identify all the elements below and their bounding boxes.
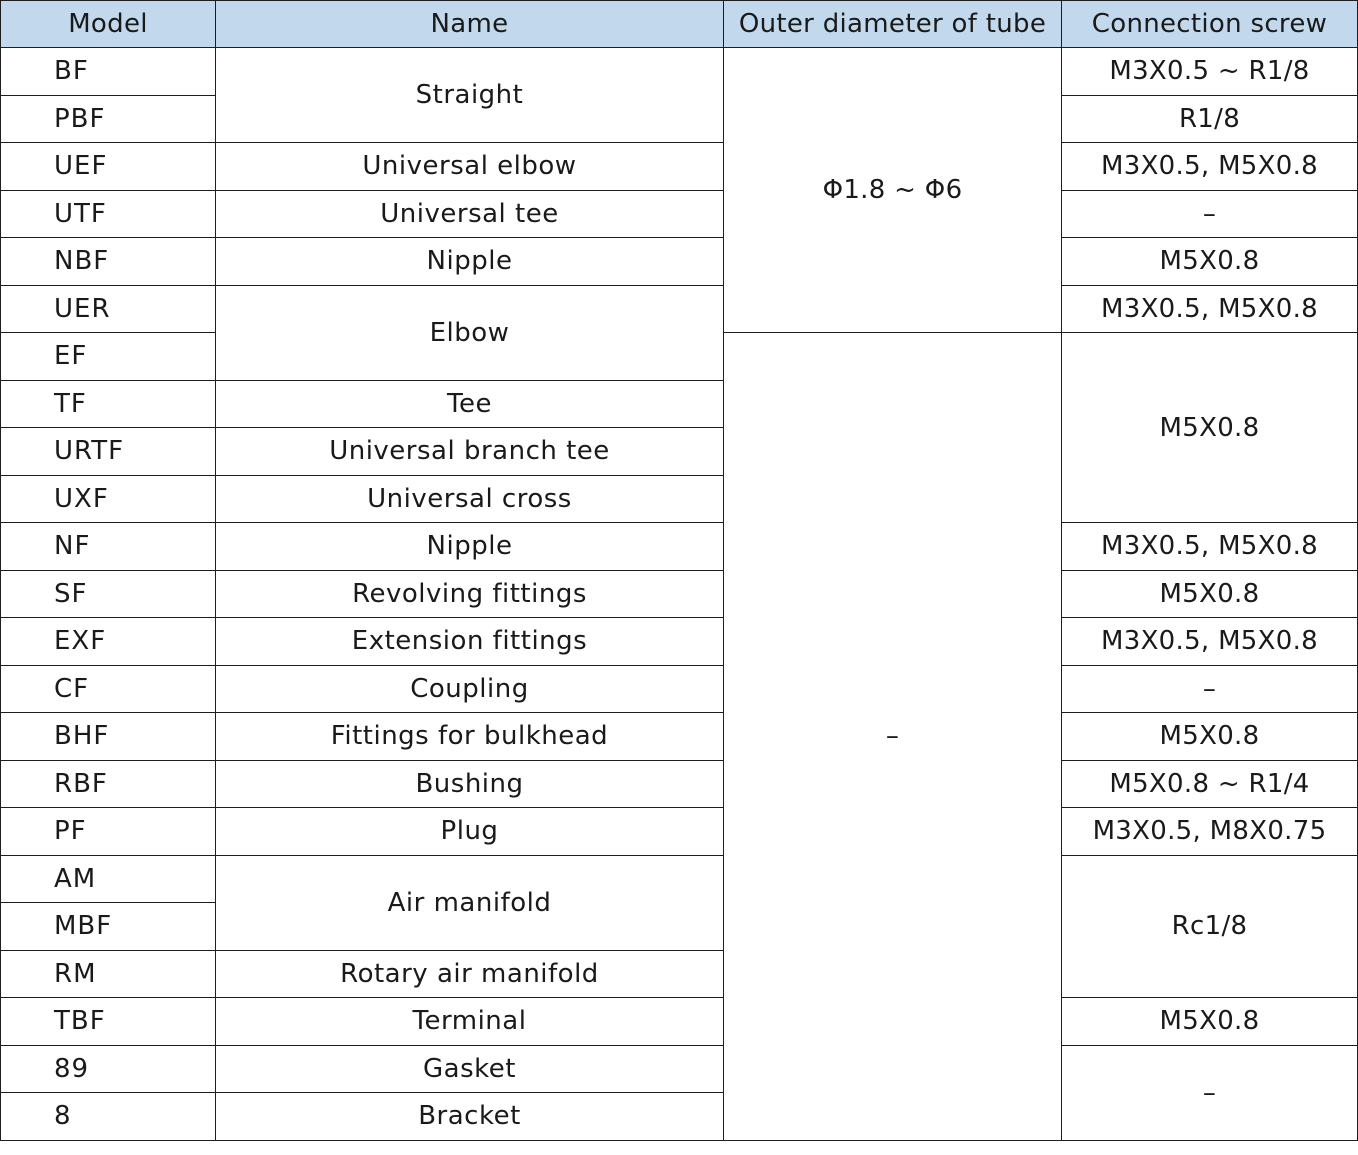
table-row (1, 760, 1358, 808)
model-cell: EXF (1, 618, 216, 666)
model-cell: 8 (1, 1093, 216, 1141)
table-row (1, 143, 1358, 191)
model-cell: PBF (1, 95, 216, 143)
name-cell: Straight (216, 48, 724, 143)
model-cell: EF (1, 333, 216, 381)
table-row (1, 618, 1358, 666)
table-row (1, 285, 1358, 333)
name-cell: Elbow (216, 285, 724, 380)
model-cell: UEF (1, 143, 216, 191)
model-cell: BF (1, 48, 216, 96)
table-row (1, 1045, 1358, 1093)
name-cell: Air manifold (216, 855, 724, 950)
header-row (1, 1, 1358, 48)
table-row (1, 665, 1358, 713)
model-cell: UER (1, 285, 216, 333)
model-cell: TF (1, 380, 216, 428)
header-name: Name (216, 1, 724, 48)
model-cell: URTF (1, 428, 216, 476)
outer-diameter-cell: Φ1.8 ~ Φ6 (724, 48, 1062, 333)
table-row (1, 190, 1358, 238)
connection-screw-cell: Rc1/8 (1062, 855, 1358, 998)
connection-screw-cell: M3X0.5 ~ R1/8 (1062, 48, 1358, 96)
table-row (1, 523, 1358, 571)
header-outer-diameter: Outer diameter of tube (724, 1, 1062, 48)
connection-screw-cell: M5X0.8 ~ R1/4 (1062, 760, 1358, 808)
connection-screw-cell: M5X0.8 (1062, 238, 1358, 286)
name-cell: Nipple (216, 523, 724, 571)
name-cell: Universal branch tee (216, 428, 724, 476)
table-row (1, 570, 1358, 618)
connection-screw-cell: M5X0.8 (1062, 333, 1358, 523)
name-cell: Fittings for bulkhead (216, 713, 724, 761)
header-model: Model (1, 1, 216, 48)
model-cell: MBF (1, 903, 216, 951)
name-cell: Bushing (216, 760, 724, 808)
model-cell: TBF (1, 998, 216, 1046)
model-cell: SF (1, 570, 216, 618)
name-cell: Nipple (216, 238, 724, 286)
name-cell: Plug (216, 808, 724, 856)
connection-screw-cell: M5X0.8 (1062, 998, 1358, 1046)
connection-screw-cell: M3X0.5, M5X0.8 (1062, 523, 1358, 571)
connection-screw-cell: M3X0.5, M8X0.75 (1062, 808, 1358, 856)
model-cell: RM (1, 950, 216, 998)
table-row (1, 855, 1358, 903)
connection-screw-cell: – (1062, 190, 1358, 238)
connection-screw-cell: M5X0.8 (1062, 570, 1358, 618)
name-cell: Revolving fittings (216, 570, 724, 618)
name-cell: Coupling (216, 665, 724, 713)
model-cell: CF (1, 665, 216, 713)
name-cell: Universal cross (216, 475, 724, 523)
name-cell: Bracket (216, 1093, 724, 1141)
model-cell: PF (1, 808, 216, 856)
name-cell: Extension fittings (216, 618, 724, 666)
name-cell: Tee (216, 380, 724, 428)
model-cell: 89 (1, 1045, 216, 1093)
connection-screw-cell: R1/8 (1062, 95, 1358, 143)
model-cell: BHF (1, 713, 216, 761)
model-cell: RBF (1, 760, 216, 808)
model-cell: UTF (1, 190, 216, 238)
connection-screw-cell: M5X0.8 (1062, 713, 1358, 761)
table-row (1, 998, 1358, 1046)
connection-screw-cell: – (1062, 1045, 1358, 1140)
name-cell: Rotary air manifold (216, 950, 724, 998)
model-cell: NF (1, 523, 216, 571)
header-connection-screw: Connection screw (1062, 1, 1358, 48)
connection-screw-cell: – (1062, 665, 1358, 713)
table-row (1, 238, 1358, 286)
outer-diameter-cell: – (724, 333, 1062, 1141)
name-cell: Terminal (216, 998, 724, 1046)
table-row (1, 808, 1358, 856)
connection-screw-cell: M3X0.5, M5X0.8 (1062, 285, 1358, 333)
table-row (1, 713, 1358, 761)
connection-screw-cell: M3X0.5, M5X0.8 (1062, 143, 1358, 191)
model-cell: NBF (1, 238, 216, 286)
model-cell: AM (1, 855, 216, 903)
name-cell: Universal elbow (216, 143, 724, 191)
connection-screw-cell: M3X0.5, M5X0.8 (1062, 618, 1358, 666)
name-cell: Universal tee (216, 190, 724, 238)
name-cell: Gasket (216, 1045, 724, 1093)
table-row (1, 48, 1358, 96)
model-cell: UXF (1, 475, 216, 523)
